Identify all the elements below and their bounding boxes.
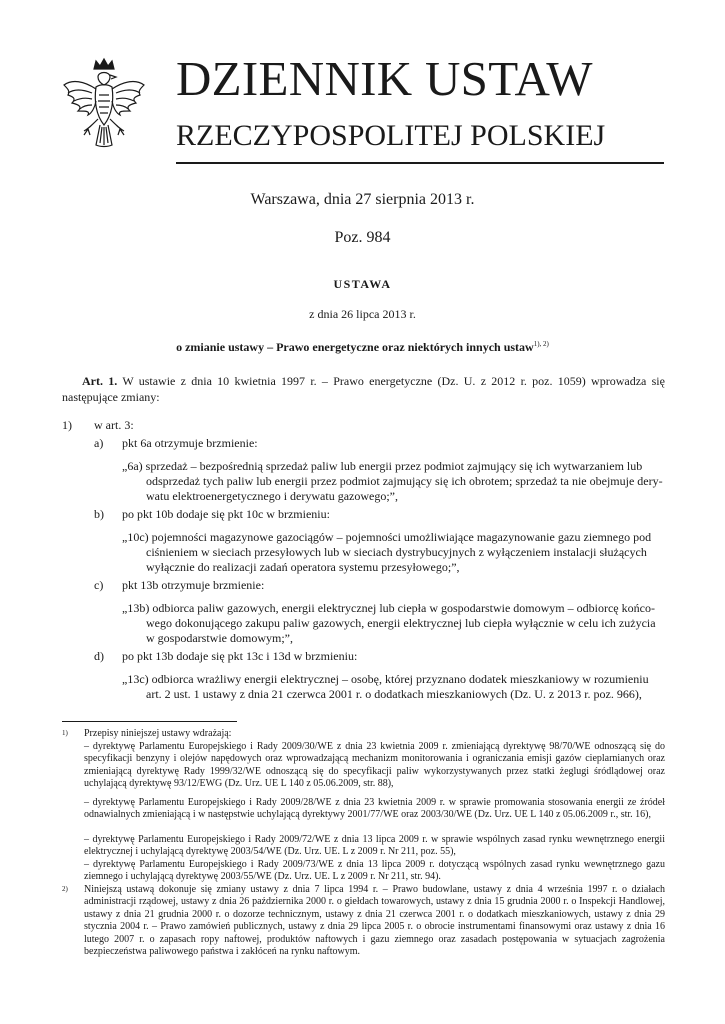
- letter-d-label: d): [94, 649, 104, 663]
- letter-c-intro: pkt 13b otrzymuje brzmienie:: [122, 578, 265, 592]
- quote-10c-line2: ciśnieniem w sieciach przesyłowych lub w sieciach dystrybucyjnych z wyłączeniem instalacji służących: [146, 545, 647, 559]
- quote-10c-line1: „10c) pojemności magazynowe gazociągów – pojemności umożliwiające magazynowanie gazu ziemnego pod: [122, 530, 652, 544]
- quote-6a-line3: watu elektroenergetycznego i derywatu gazowego;”,: [146, 489, 398, 503]
- act-date: z dnia 26 lipca 2013 r.: [309, 307, 416, 321]
- footnote-1-intro: Przepisy niniejszej ustawy wdrażają:: [84, 728, 232, 739]
- footnote-rule: [62, 721, 237, 722]
- letter-c-label: c): [94, 578, 104, 592]
- quote-13c-line2: art. 2 ust. 1 ustawy z dnia 21 czerwca 2001 r. o dodatkach mieszkaniowych (Dz. U. z 2013 r. poz. 966),: [146, 687, 642, 701]
- letter-b-label: b): [94, 507, 104, 521]
- journal-title: DZIENNIK USTAW: [176, 51, 593, 106]
- footnote-1-bullet-4: – dyrektywę Parlamentu Europejskiego i Rady 2009/73/WE z dnia 13 lipca 2009 r. dotyczącą wspólnych zasad rynku wewnętrznego gazu ziemnego i uchylającą dyrektywę 2003/55/WE (Dz. Urz. UE. L z 2009 r. Nr 211, str. 94).: [84, 859, 665, 883]
- journal-subtitle: RZECZYPOSPOLITEJ POLSKIEJ: [176, 119, 606, 152]
- article-1-label: Art. 1.: [82, 374, 118, 388]
- footnote-2-number: 2): [62, 885, 68, 893]
- header-rule: [176, 162, 664, 164]
- footnote-1-bullet-1: – dyrektywę Parlamentu Europejskiego i Rady 2009/30/WE z dnia 23 kwietnia 2009 r. zmieniającą dyrektywę 98/70/WE odnoszącą się do specyfikacji benzyny i olejów napędowych oraz wprowadzającą mechanizm monitorowania i ograniczania emisji gazów cieplarnianych oraz zmieniającą dyrektywę Rady 1999/32/WE odnoszącą się do specyfikacji paliw wykorzystywanych przez statki żeglugi śródlądowej oraz uchylającą dyrektywę 93/12/EWG (Dz. Urz. UE L 140 z 05.06.2009, str. 88),: [84, 741, 665, 790]
- quote-6a-line1: „6a) sprzedaż – bezpośrednią sprzedaż paliw lub energii przez podmiot zajmujący się ich wytwarzaniem lub: [122, 459, 643, 473]
- footnote-2-text: Niniejszą ustawą dokonuje się zmiany ustawy z dnia 7 lipca 1994 r. – Prawo budowlane, ustawy z dnia 4 września 1997 r. o działach administracji rządowej, ustawy z dnia 26 października 2000 r. o giełdach towarowych, ustawy z dnia 15 grudnia 2000 r. o Inspekcji Handlowej, ustawy z dnia 21 grudnia 2000 r. o dozorze technicznym, ustawy z dnia 21 czerwca 2001 r. o dodatkach mieszkaniowych, ustawy z dnia 29 stycznia 2004 r. – Prawo zamówień publicznych, ustawy z dnia 29 lipca 2005 r. o obrocie instrumentami finansowymi oraz ustawy z dnia 16 lutego 2007 r. o zapasach ropy naftowej, produktów naftowych i gazu ziemnego oraz zasadach postępowania w sytuacjach zagrożenia bezpieczeństwa paliwowego państwa i zakłóceń na rynku naftowym.: [84, 884, 665, 958]
- quote-10c-line3: wyłącznie do realizacji zadań operatora systemu przesyłowego;”,: [146, 560, 460, 574]
- act-title-footnote-refs: 1), 2): [533, 340, 549, 348]
- polish-eagle-emblem-icon: [58, 55, 150, 161]
- act-type: USTAWA: [333, 277, 392, 291]
- letter-b-intro: po pkt 10b dodaje się pkt 10c w brzmieniu:: [122, 507, 330, 521]
- quote-13c-line1: „13c) odbiorca wrażliwy energii elektrycznej – osobę, której przyznano dodatek mieszkaniowy w rozumieniu: [122, 672, 649, 686]
- position-number: Poz. 984: [334, 229, 391, 246]
- point-number: 1): [62, 418, 72, 432]
- letter-a-label: a): [94, 436, 104, 450]
- letter-a-intro: pkt 6a otrzymuje brzmienie:: [122, 436, 258, 450]
- article-1: [62, 374, 665, 405]
- act-title: [0, 337, 725, 354]
- quote-13b-line2: wego dokonującego zakupu paliw gazowych, energii elektrycznej lub ciepła wyłącznie w celu ich zużycia: [146, 616, 656, 630]
- footnote-1-bullet-2: – dyrektywę Parlamentu Europejskiego i Rady 2009/28/WE z dnia 23 kwietnia 2009 r. w sprawie promowania stosowania energii ze źródeł odnawialnych zmieniającą i w następstwie uchylającą dyrektywy 2001/77/WE oraz 2003/30/WE (Dz. Urz. UE L 140 z 05.06.2009 r., str. 16),: [84, 797, 665, 821]
- footnote-1-bullet-3: – dyrektywę Parlamentu Europejskiego i Rady 2009/72/WE z dnia 13 lipca 2009 r. w sprawie wspólnych zasad rynku wewnętrznego energii elektrycznej i uchylającą dyrektywę 2003/54/WE (Dz. Urz. UE. L z 2009 r. Nr 211, poz. 55),: [84, 834, 665, 858]
- act-title-text: o zmianie ustawy – Prawo energetyczne oraz niektórych innych ustaw: [176, 340, 534, 354]
- point-text: w art. 3:: [94, 418, 134, 432]
- letter-d-intro: po pkt 13b dodaje się pkt 13c i 13d w brzmieniu:: [122, 649, 358, 663]
- quote-13b-line3: w gospodarstwie domowym;”,: [146, 631, 293, 645]
- footnote-1-number: 1): [62, 729, 68, 737]
- quote-13b-line1: „13b) odbiorca paliw gazowych, energii elektrycznej lub ciepła w gospodarstwie domowym – odbiorcę końco-: [122, 601, 655, 615]
- quote-6a-line2: odsprzedaż tych paliw lub energii przez podmiot zajmujący się ich obrotem; sprzedaż ta nie obejmuje dery-: [146, 474, 663, 488]
- article-1-text: W ustawie z dnia 10 kwietnia 1997 r. – Prawo energetyczne (Dz. U. z 2012 r. poz. 1059) wprowadza się następujące zmiany:: [62, 374, 665, 404]
- publication-date: Warszawa, dnia 27 sierpnia 2013 r.: [250, 191, 475, 208]
